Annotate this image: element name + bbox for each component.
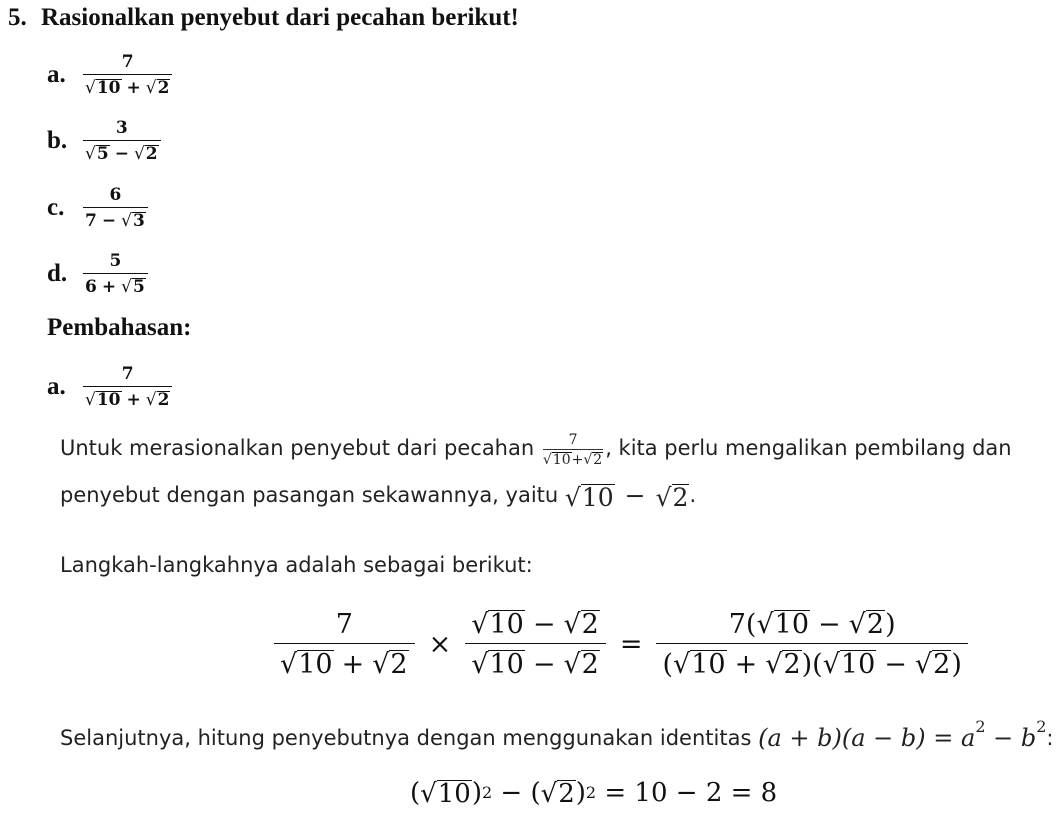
eq-text: ) xyxy=(575,778,586,808)
fraction xyxy=(83,117,161,164)
radicand: 2 xyxy=(581,649,599,680)
denominator: √ 10 − √ 2 xyxy=(465,643,606,678)
numerator: 7 xyxy=(121,51,134,72)
identity-a: a xyxy=(961,724,976,752)
numerator: 5 xyxy=(109,250,122,271)
radicand: 3 xyxy=(132,210,145,231)
item-d xyxy=(47,249,148,299)
paragraph-text: Untuk merasionalkan penyebut dari pecahan xyxy=(60,436,541,460)
radicand: 10 xyxy=(489,609,524,640)
operator: + xyxy=(126,389,141,410)
discussion-item-a xyxy=(47,362,172,412)
numerator: 3 xyxy=(115,117,128,138)
radicand: 10 xyxy=(96,389,121,410)
equals-symbol: = xyxy=(619,628,643,660)
item-label: c. xyxy=(47,194,65,221)
display-equation-1 xyxy=(270,610,972,678)
radicand: 10 xyxy=(298,648,333,680)
question-text: Rasionalkan penyebut dari pecahan berikut! xyxy=(41,4,519,31)
identity-expression: $(a + b)(a - b) = a^2 - b^2$ xyxy=(758,717,1047,752)
denominator: √ 5 − √ 2 xyxy=(83,140,161,163)
radicand: 2 xyxy=(593,452,603,468)
paragraph-3: Langkah-langkahnya adalah sebagai berikut: xyxy=(60,553,533,577)
fraction xyxy=(83,250,148,297)
paragraph-text: penyebut dengan pasangan sekawannya, yaitu xyxy=(60,483,565,507)
radicand: 2 xyxy=(390,648,408,680)
radicand: 5 xyxy=(132,276,145,297)
numerator: 7 xyxy=(568,432,578,448)
fraction-result xyxy=(656,610,967,678)
paragraph-1 xyxy=(60,428,1012,468)
equals-symbol: = xyxy=(933,724,954,752)
eq-text: = 10 − 2 = 8 xyxy=(596,778,778,808)
radicand: 2 xyxy=(157,77,170,98)
radicand: 2 xyxy=(933,649,951,680)
radicand: 10 xyxy=(552,452,571,468)
fraction xyxy=(83,363,172,410)
paragraph-text: , kita perlu mengalikan pembilang dan xyxy=(605,436,1012,460)
item-b xyxy=(47,116,161,166)
paragraph-text: : xyxy=(1046,726,1054,750)
radicand: 10 xyxy=(581,482,614,512)
denominator: 6 + √ 5 xyxy=(83,273,148,296)
radicand: 2 xyxy=(866,609,885,640)
numerator: 7 ( √ 10 − √ 2 ) xyxy=(728,609,896,640)
radicand: 10 xyxy=(774,609,810,640)
denominator: ( √ 10 + √ 2 )( √ 10 − √ 2 ) xyxy=(656,643,967,678)
fraction-original xyxy=(274,608,415,680)
radicand: 10 xyxy=(437,778,471,809)
fraction-conjugate xyxy=(465,610,606,678)
operator: + xyxy=(101,276,117,297)
denominator: √ 10 + √ 2 xyxy=(274,643,415,678)
paragraph-2 xyxy=(60,476,696,514)
operator: − xyxy=(101,210,117,231)
numerator: 7 xyxy=(121,363,134,384)
radicand: 2 xyxy=(145,143,158,164)
radicand: 10 xyxy=(691,649,726,680)
paragraph-4 xyxy=(60,718,1054,758)
radicand: 10 xyxy=(489,649,524,680)
item-label: b. xyxy=(47,127,68,154)
radicand: 2 xyxy=(157,389,170,410)
radicand: 2 xyxy=(581,609,599,640)
operator: + xyxy=(126,77,141,98)
radicand: 10 xyxy=(96,77,121,98)
identity-b: − b xyxy=(985,724,1037,752)
denominator: √ 10 + √ 2 xyxy=(83,74,172,97)
display-equation-2: ( √ 10 ) 2 − ( √ 2 ) 2 = 10 − 2 = 8 xyxy=(410,778,778,809)
paragraph-text: Selanjutnya, hitung penyebutnya dengan menggunakan identitas xyxy=(60,726,759,750)
paragraph-text: . xyxy=(689,483,697,507)
times-symbol: × xyxy=(428,628,452,660)
eq-text: ) xyxy=(471,778,482,808)
inline-fraction xyxy=(543,433,603,467)
identity-lhs: (a + b)(a − b) xyxy=(758,724,926,752)
discussion-title: Pembahasan: xyxy=(47,314,192,341)
item-label: a. xyxy=(47,61,66,88)
numerator: 6 xyxy=(109,184,122,205)
conjugate-expression: √ 10 − √ 2 xyxy=(564,480,689,512)
radicand: 2 xyxy=(558,778,575,809)
question-title xyxy=(8,4,519,32)
eq-text: ( xyxy=(410,778,421,808)
operator: + xyxy=(571,452,584,468)
radicand: 10 xyxy=(840,649,876,680)
question-number: 5. xyxy=(8,4,27,31)
denominator: √ 10 + √ 2 xyxy=(543,449,603,467)
item-c xyxy=(47,183,148,233)
fraction xyxy=(83,51,172,98)
numerator: 7 xyxy=(335,608,353,640)
numerator: √ 10 − √ 2 xyxy=(471,609,599,640)
denominator-integer: 7 xyxy=(85,210,97,231)
radicand: 5 xyxy=(96,143,109,164)
item-a xyxy=(47,50,172,100)
eq-text: − ( xyxy=(492,778,541,808)
denominator: √ 10 + √ 2 xyxy=(83,386,172,409)
fraction xyxy=(83,184,148,231)
numerator-coefficient: 7 xyxy=(728,609,746,640)
radicand: 2 xyxy=(672,482,689,512)
denominator: 7 − √ 3 xyxy=(83,207,148,230)
item-label: d. xyxy=(47,260,68,287)
radicand: 2 xyxy=(783,649,801,680)
denominator-integer: 6 xyxy=(85,276,97,297)
item-label: a. xyxy=(47,373,66,400)
operator: − xyxy=(114,143,129,164)
